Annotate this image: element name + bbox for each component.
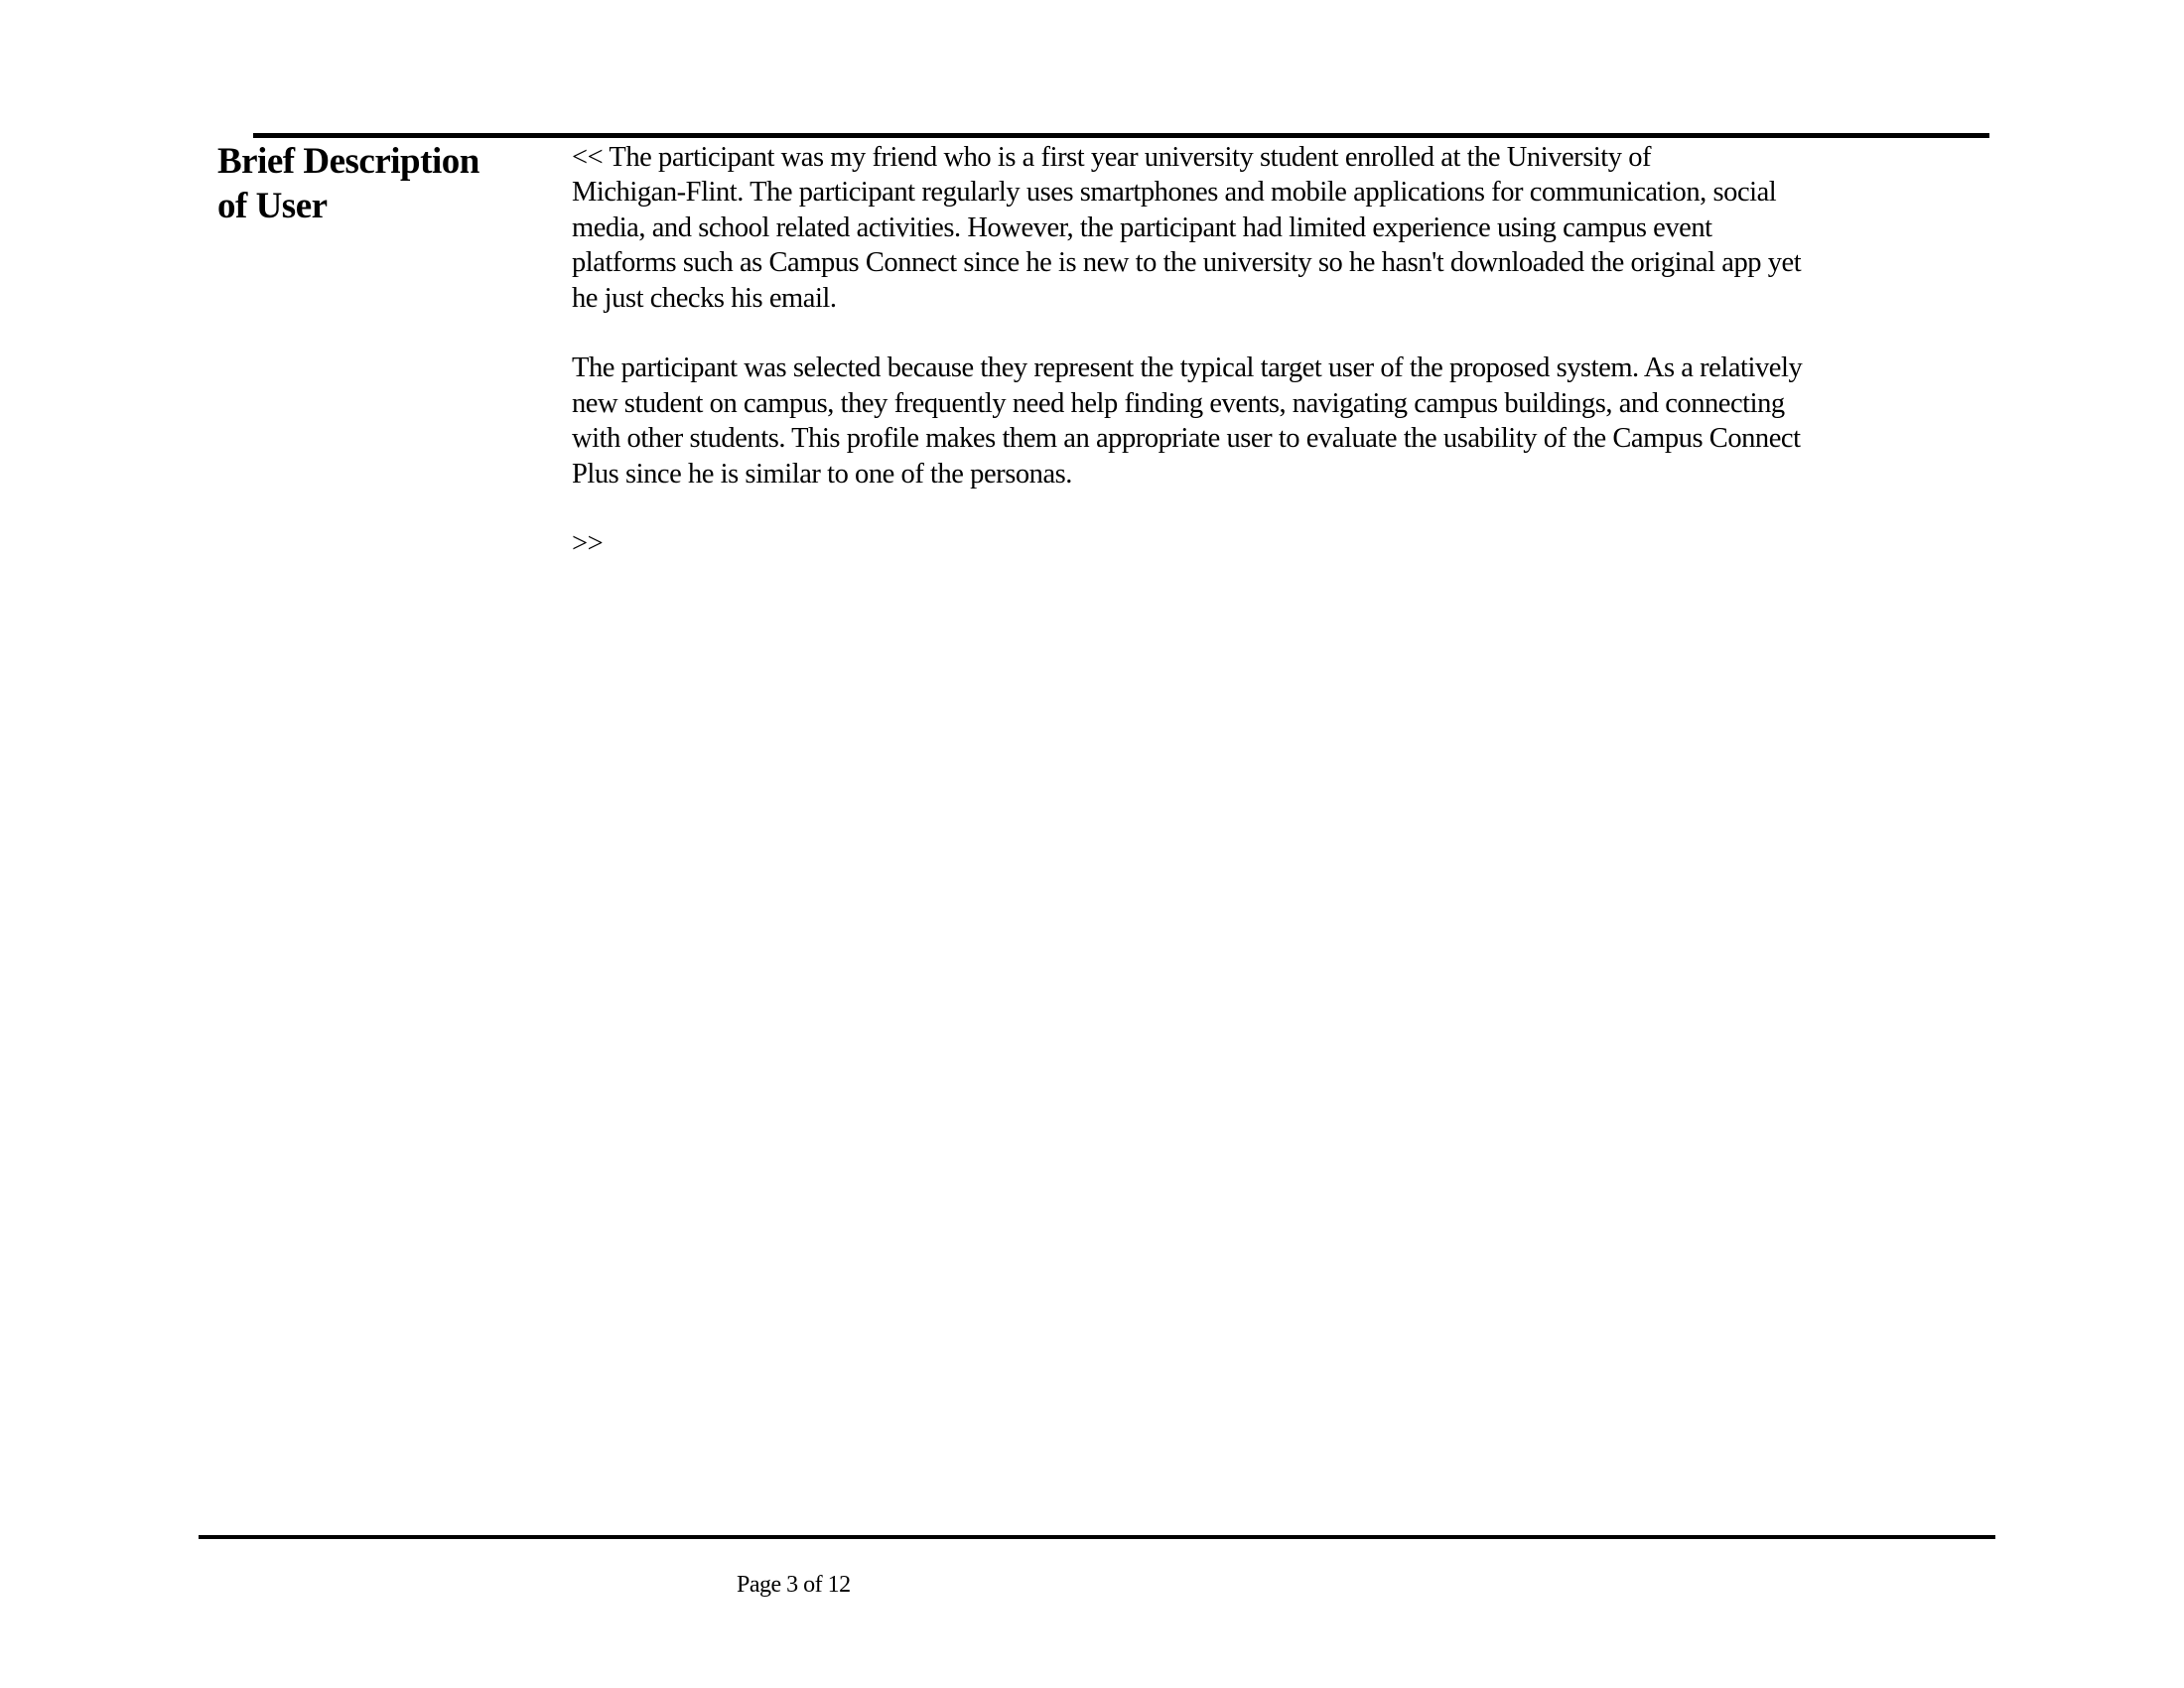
text-line: The participant was selected because they represent the typical target user of the proposed system. As a relatively xyxy=(572,352,1803,384)
page-number: Page 3 of 12 xyxy=(737,1572,851,1598)
text-line: Michigan-Flint. The participant regularly uses smartphones and mobile applications for communication, social xyxy=(572,177,1777,209)
heading-line: of User xyxy=(217,186,328,226)
text-line: media, and school related activities. However, the participant had limited experience using campus event xyxy=(572,211,1712,243)
paragraph-3 xyxy=(572,526,1802,561)
top-rule xyxy=(253,133,1989,138)
bottom-rule xyxy=(199,1535,1995,1539)
text-line: platforms such as Campus Connect since he is new to the university so he hasn't downloaded the original app yet xyxy=(572,247,1802,279)
text-line: << The participant was my friend who is a first year university student enrolled at the University of xyxy=(572,142,1652,173)
text-line: new student on campus, they frequently need help finding events, navigating campus buildings, and connecting xyxy=(572,387,1785,419)
text-line: he just checks his email. xyxy=(572,282,837,314)
text-line: >> xyxy=(572,528,604,560)
heading-line: Brief Description xyxy=(217,141,479,182)
text-line: Plus since he is similar to one of the personas. xyxy=(572,458,1072,490)
section-heading xyxy=(217,139,479,228)
paragraph-1 xyxy=(572,140,1802,316)
section-body xyxy=(572,140,1802,597)
paragraph-2 xyxy=(572,351,1802,492)
text-line: with other students. This profile makes them an appropriate user to evaluate the usability of the Campus Connect xyxy=(572,423,1801,455)
